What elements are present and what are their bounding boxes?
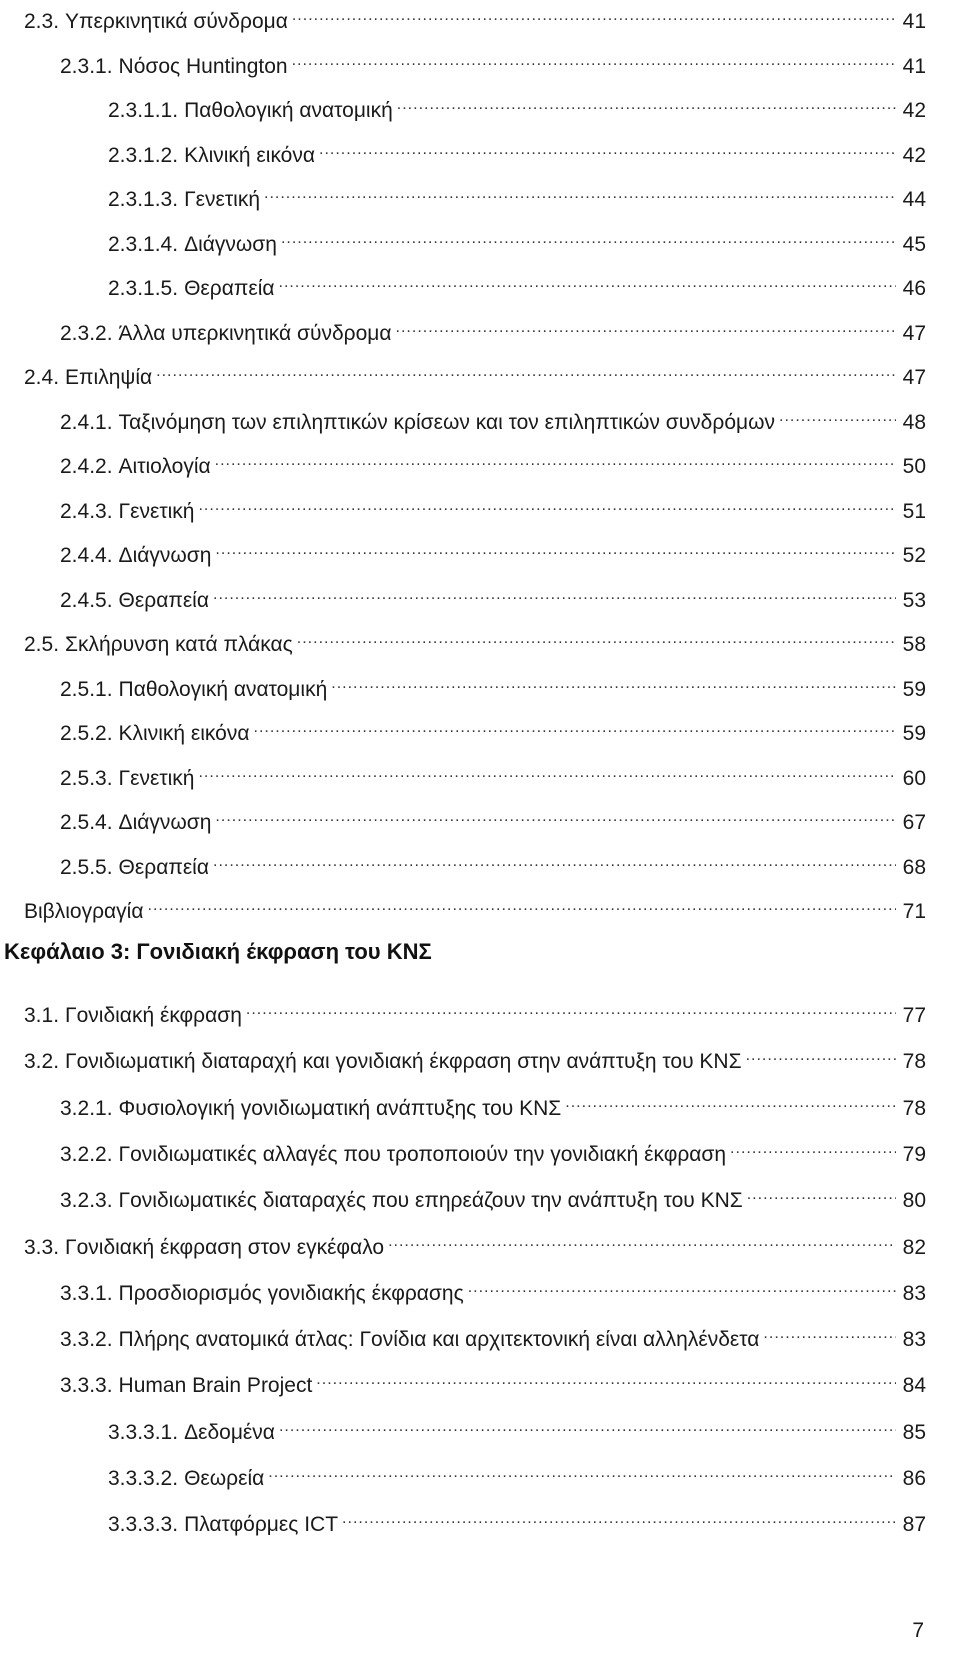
toc-entry[interactable]: [24, 358, 926, 389]
toc-entry-title: Θεραπεία: [184, 277, 275, 300]
toc-entry[interactable]: [108, 269, 926, 300]
toc-entry-page: 86: [902, 1467, 926, 1490]
dot-leader: [215, 803, 896, 829]
toc-entry[interactable]: [108, 180, 926, 211]
toc-entry[interactable]: [24, 1042, 926, 1074]
dot-leader: [281, 225, 896, 251]
toc-entry[interactable]: [60, 492, 926, 523]
dot-leader: [246, 996, 896, 1022]
toc-entry-number: 3.1.: [24, 1004, 60, 1027]
dot-leader: [279, 1413, 896, 1439]
toc-entry-number: 3.2.1.: [60, 1096, 113, 1120]
dot-leader: [565, 1089, 896, 1115]
dot-leader: [297, 625, 896, 651]
toc-entry-title: Διάγνωση: [118, 544, 212, 567]
toc-entry[interactable]: [60, 581, 926, 612]
dot-leader: [198, 492, 896, 518]
toc-entry-page: 78: [902, 1050, 926, 1074]
toc-entry-page: 87: [902, 1513, 926, 1537]
dot-leader: [397, 91, 896, 117]
toc-entry-title: Γονιδιωματικές αλλαγές που τροποποιούν την γονιδιακή έκφραση: [118, 1142, 727, 1166]
toc-entry-page: 78: [902, 1096, 926, 1120]
dot-leader: [388, 1228, 896, 1254]
toc-entry-page: 59: [902, 677, 926, 701]
dot-leader: [198, 759, 896, 785]
dot-leader: [156, 358, 896, 384]
toc-entry-title: Θεραπεία: [118, 855, 209, 879]
toc-entry-page: 51: [902, 499, 926, 523]
toc-entry-title: Αιτιολογία: [118, 455, 211, 478]
toc-entry-number: 3.3.3.3.: [108, 1513, 179, 1537]
dot-leader: [331, 670, 896, 696]
toc-entry-page: 60: [902, 766, 926, 790]
toc-entry[interactable]: [60, 759, 926, 790]
toc-entry-number: 3.3.3.1.: [108, 1420, 179, 1444]
toc-entry[interactable]: [24, 996, 926, 1027]
dot-leader: [292, 2, 896, 28]
toc-entry-page: 52: [902, 544, 926, 567]
dot-leader: [213, 581, 896, 607]
toc-entry-number: 2.4.4.: [60, 544, 113, 567]
toc-entry-number: 3.3.3.2.: [108, 1467, 179, 1490]
toc-entry-title: Κλινική εικόνα: [118, 722, 250, 745]
toc-entry-page: 42: [902, 99, 926, 122]
toc-entry-title: Θεραπεία: [118, 588, 209, 612]
toc-entry-title: Κλινική εικόνα: [184, 143, 316, 167]
toc-entry-page: 58: [902, 633, 926, 656]
toc-entry-title: Γονιδιακή έκφραση στον εγκέφαλο: [65, 1235, 385, 1259]
dot-leader: [215, 447, 896, 473]
toc-entry-page: 67: [902, 811, 926, 834]
toc-entry-title: Πλήρης ανατομικά άτλας: Γονίδια και αρχιτεκτονική είναι αλληλένδετα: [118, 1328, 760, 1352]
toc-entry[interactable]: [108, 1413, 926, 1444]
toc-entry-title: Άλλα υπερκινητικά σύνδρομα: [118, 321, 392, 345]
toc-entry-page: 45: [902, 232, 926, 256]
toc-entry-number: 2.4.1.: [60, 410, 113, 434]
toc-entry-number: 2.3.1.5.: [108, 277, 179, 300]
toc-entry-page: 80: [902, 1189, 926, 1213]
toc-entry-page: 53: [902, 588, 926, 612]
toc-entry-title: Γενετική: [118, 499, 195, 523]
dot-leader: [468, 1274, 896, 1300]
dot-leader: [319, 136, 896, 162]
toc-entry[interactable]: [108, 225, 926, 256]
toc-entry-title: Γενετική: [118, 766, 195, 790]
chapter-heading: Κεφάλαιο 3: Γονιδιακή έκφραση του ΚΝΣ: [4, 939, 432, 964]
dot-leader: [268, 1459, 896, 1485]
toc-entry-number: 2.5.5.: [60, 855, 113, 879]
toc-entry-number: 2.3.1.: [60, 54, 113, 78]
toc-entry-page: 44: [902, 188, 926, 211]
toc-entry-number: 3.2.2.: [60, 1142, 113, 1166]
toc-entry-number: 2.5.4.: [60, 811, 113, 834]
toc-entry-title: Ταξινόμηση των επιληπτικών κρίσεων και τον επιληπτικών συνδρόμων: [118, 410, 775, 434]
toc-entry-title: Γονιδιωματικές διαταραχές που επηρεάζουν την ανάπτυξη του ΚΝΣ: [118, 1189, 743, 1213]
dot-leader: [264, 180, 896, 206]
toc-entry-title: Γενετική: [184, 188, 260, 211]
toc-entry-page: 83: [902, 1281, 926, 1305]
toc-entry[interactable]: [60, 1366, 926, 1398]
toc-entry-page: 77: [902, 1004, 926, 1027]
toc-entry[interactable]: [108, 91, 926, 122]
toc-entry[interactable]: [24, 1228, 926, 1259]
dot-leader: [763, 1320, 896, 1346]
toc-entry[interactable]: [60, 670, 926, 701]
toc-entry-number: 2.3.2.: [60, 321, 113, 345]
toc-entry-page: 79: [902, 1142, 926, 1166]
toc-entry-title: Σκλήρυνση κατά πλάκας: [65, 633, 293, 656]
toc-entry-page: 50: [902, 455, 926, 478]
toc-entry-title: Επιληψία: [65, 366, 153, 389]
toc-entry-page: 48: [902, 410, 926, 434]
toc-entry-number: 3.2.: [24, 1050, 60, 1074]
dot-leader: [730, 1135, 896, 1161]
toc-entry[interactable]: [24, 625, 926, 656]
dot-leader: [396, 314, 896, 340]
toc-entry[interactable]: [60, 848, 926, 879]
toc-entry-title: Φυσιολογική γονιδιωματική ανάπτυξης του ΚΝΣ: [118, 1096, 562, 1120]
toc-entry-page: 68: [902, 855, 926, 879]
toc-entry[interactable]: [60, 403, 926, 434]
dot-leader: [747, 1181, 896, 1207]
dot-leader: [779, 403, 896, 429]
toc-entry[interactable]: [24, 2, 926, 33]
toc-entry-page: 82: [902, 1235, 926, 1259]
toc-entry[interactable]: [60, 714, 926, 745]
toc-entry-number: 2.3.1.2.: [108, 143, 179, 167]
toc-entry[interactable]: [60, 314, 926, 345]
toc-entry[interactable]: [108, 1459, 926, 1490]
toc-entry[interactable]: [60, 536, 926, 567]
toc-entry-number: 2.4.: [24, 366, 60, 389]
dot-leader: [292, 47, 896, 73]
toc-entry-title: Γονιδιωματική διαταραχή και γονιδιακή έκφραση στην ανάπτυξη του ΚΝΣ: [65, 1050, 742, 1074]
toc-entry-page: 59: [902, 722, 926, 745]
toc-entry-page: 46: [902, 277, 926, 300]
toc-entry-number: 2.3.1.3.: [108, 188, 179, 211]
toc-entry[interactable]: [60, 1135, 926, 1166]
toc-entry[interactable]: [60, 47, 926, 78]
toc-entry[interactable]: [60, 1089, 926, 1120]
toc-entry-title: Υπερκινητικά σύνδρομα: [65, 10, 288, 33]
toc-entry[interactable]: [60, 803, 926, 834]
dot-leader: [254, 714, 897, 740]
toc-entry-page: 85: [902, 1420, 926, 1444]
toc-entry-page: 41: [902, 10, 926, 33]
dot-leader: [316, 1366, 896, 1392]
page-number: 7: [912, 1619, 924, 1642]
toc-entry-page: 42: [902, 143, 926, 167]
dot-leader: [213, 848, 896, 874]
toc-entry-title: Παθολογική ανατομική: [118, 677, 328, 701]
toc-entry-number: 2.5.1.: [60, 677, 113, 701]
toc-entry-page: 41: [902, 54, 926, 78]
toc-entry-number: 2.4.2.: [60, 455, 113, 478]
toc-entry-number: 2.5.3.: [60, 766, 113, 790]
toc-entry-number: 2.3.1.4.: [108, 232, 179, 256]
toc-entry-page: 83: [902, 1328, 926, 1352]
toc-entry[interactable]: [60, 1181, 926, 1213]
toc-entry-title: Προσδιορισμός γονιδιακής έκφρασης: [118, 1281, 464, 1305]
toc-entry-title: Διάγνωση: [118, 811, 212, 834]
toc-entry[interactable]: [60, 447, 926, 478]
toc-entry-title: Δεδομένα: [184, 1420, 275, 1444]
dot-leader: [215, 536, 896, 562]
dot-leader: [148, 892, 897, 918]
toc-entry-title: Παθολογική ανατομική: [184, 99, 393, 122]
toc-entry[interactable]: [60, 1274, 926, 1305]
toc-entry-number: 2.3.1.1.: [108, 99, 179, 122]
toc-entry-title: Διάγνωση: [184, 232, 277, 256]
toc-entry-title: Human Brain Project: [118, 1374, 313, 1398]
toc-entry-number: 2.4.5.: [60, 588, 113, 612]
toc-entry-title: Νόσος Huntington: [118, 54, 288, 78]
toc-entry-number: 2.5.: [24, 633, 60, 656]
toc-entry[interactable]: [60, 1320, 926, 1352]
dot-leader: [279, 269, 896, 295]
toc-entry-page: 47: [902, 321, 926, 345]
toc-entry-number: 3.3.1.: [60, 1281, 113, 1305]
toc-entry[interactable]: [108, 136, 926, 167]
toc-entry-title: Πλατφόρμες ICT: [184, 1513, 339, 1537]
toc-entry-number: 2.4.3.: [60, 499, 113, 523]
dot-leader: [342, 1505, 896, 1531]
toc-entry-number: 2.5.2.: [60, 722, 113, 745]
dot-leader: [746, 1042, 896, 1068]
toc-entry-number: 2.3.: [24, 10, 60, 33]
toc-entry[interactable]: [24, 892, 926, 923]
toc-entry-page: 71: [902, 900, 926, 923]
toc-entry-number: 3.3.2.: [60, 1328, 113, 1352]
toc-entry-title: Βιβλιογραγία: [24, 900, 144, 923]
toc-entry-title: Γονιδιακή έκφραση: [65, 1004, 242, 1027]
toc-entry-page: 47: [902, 366, 926, 389]
toc-entry-number: 3.3.3.: [60, 1374, 113, 1398]
toc-entry-number: 3.3.: [24, 1235, 60, 1259]
toc-entry-title: Θεωρεία: [184, 1467, 265, 1490]
toc-entry-page: 84: [902, 1374, 926, 1398]
toc-entry[interactable]: [108, 1505, 926, 1537]
toc-entry-number: 3.2.3.: [60, 1189, 113, 1213]
